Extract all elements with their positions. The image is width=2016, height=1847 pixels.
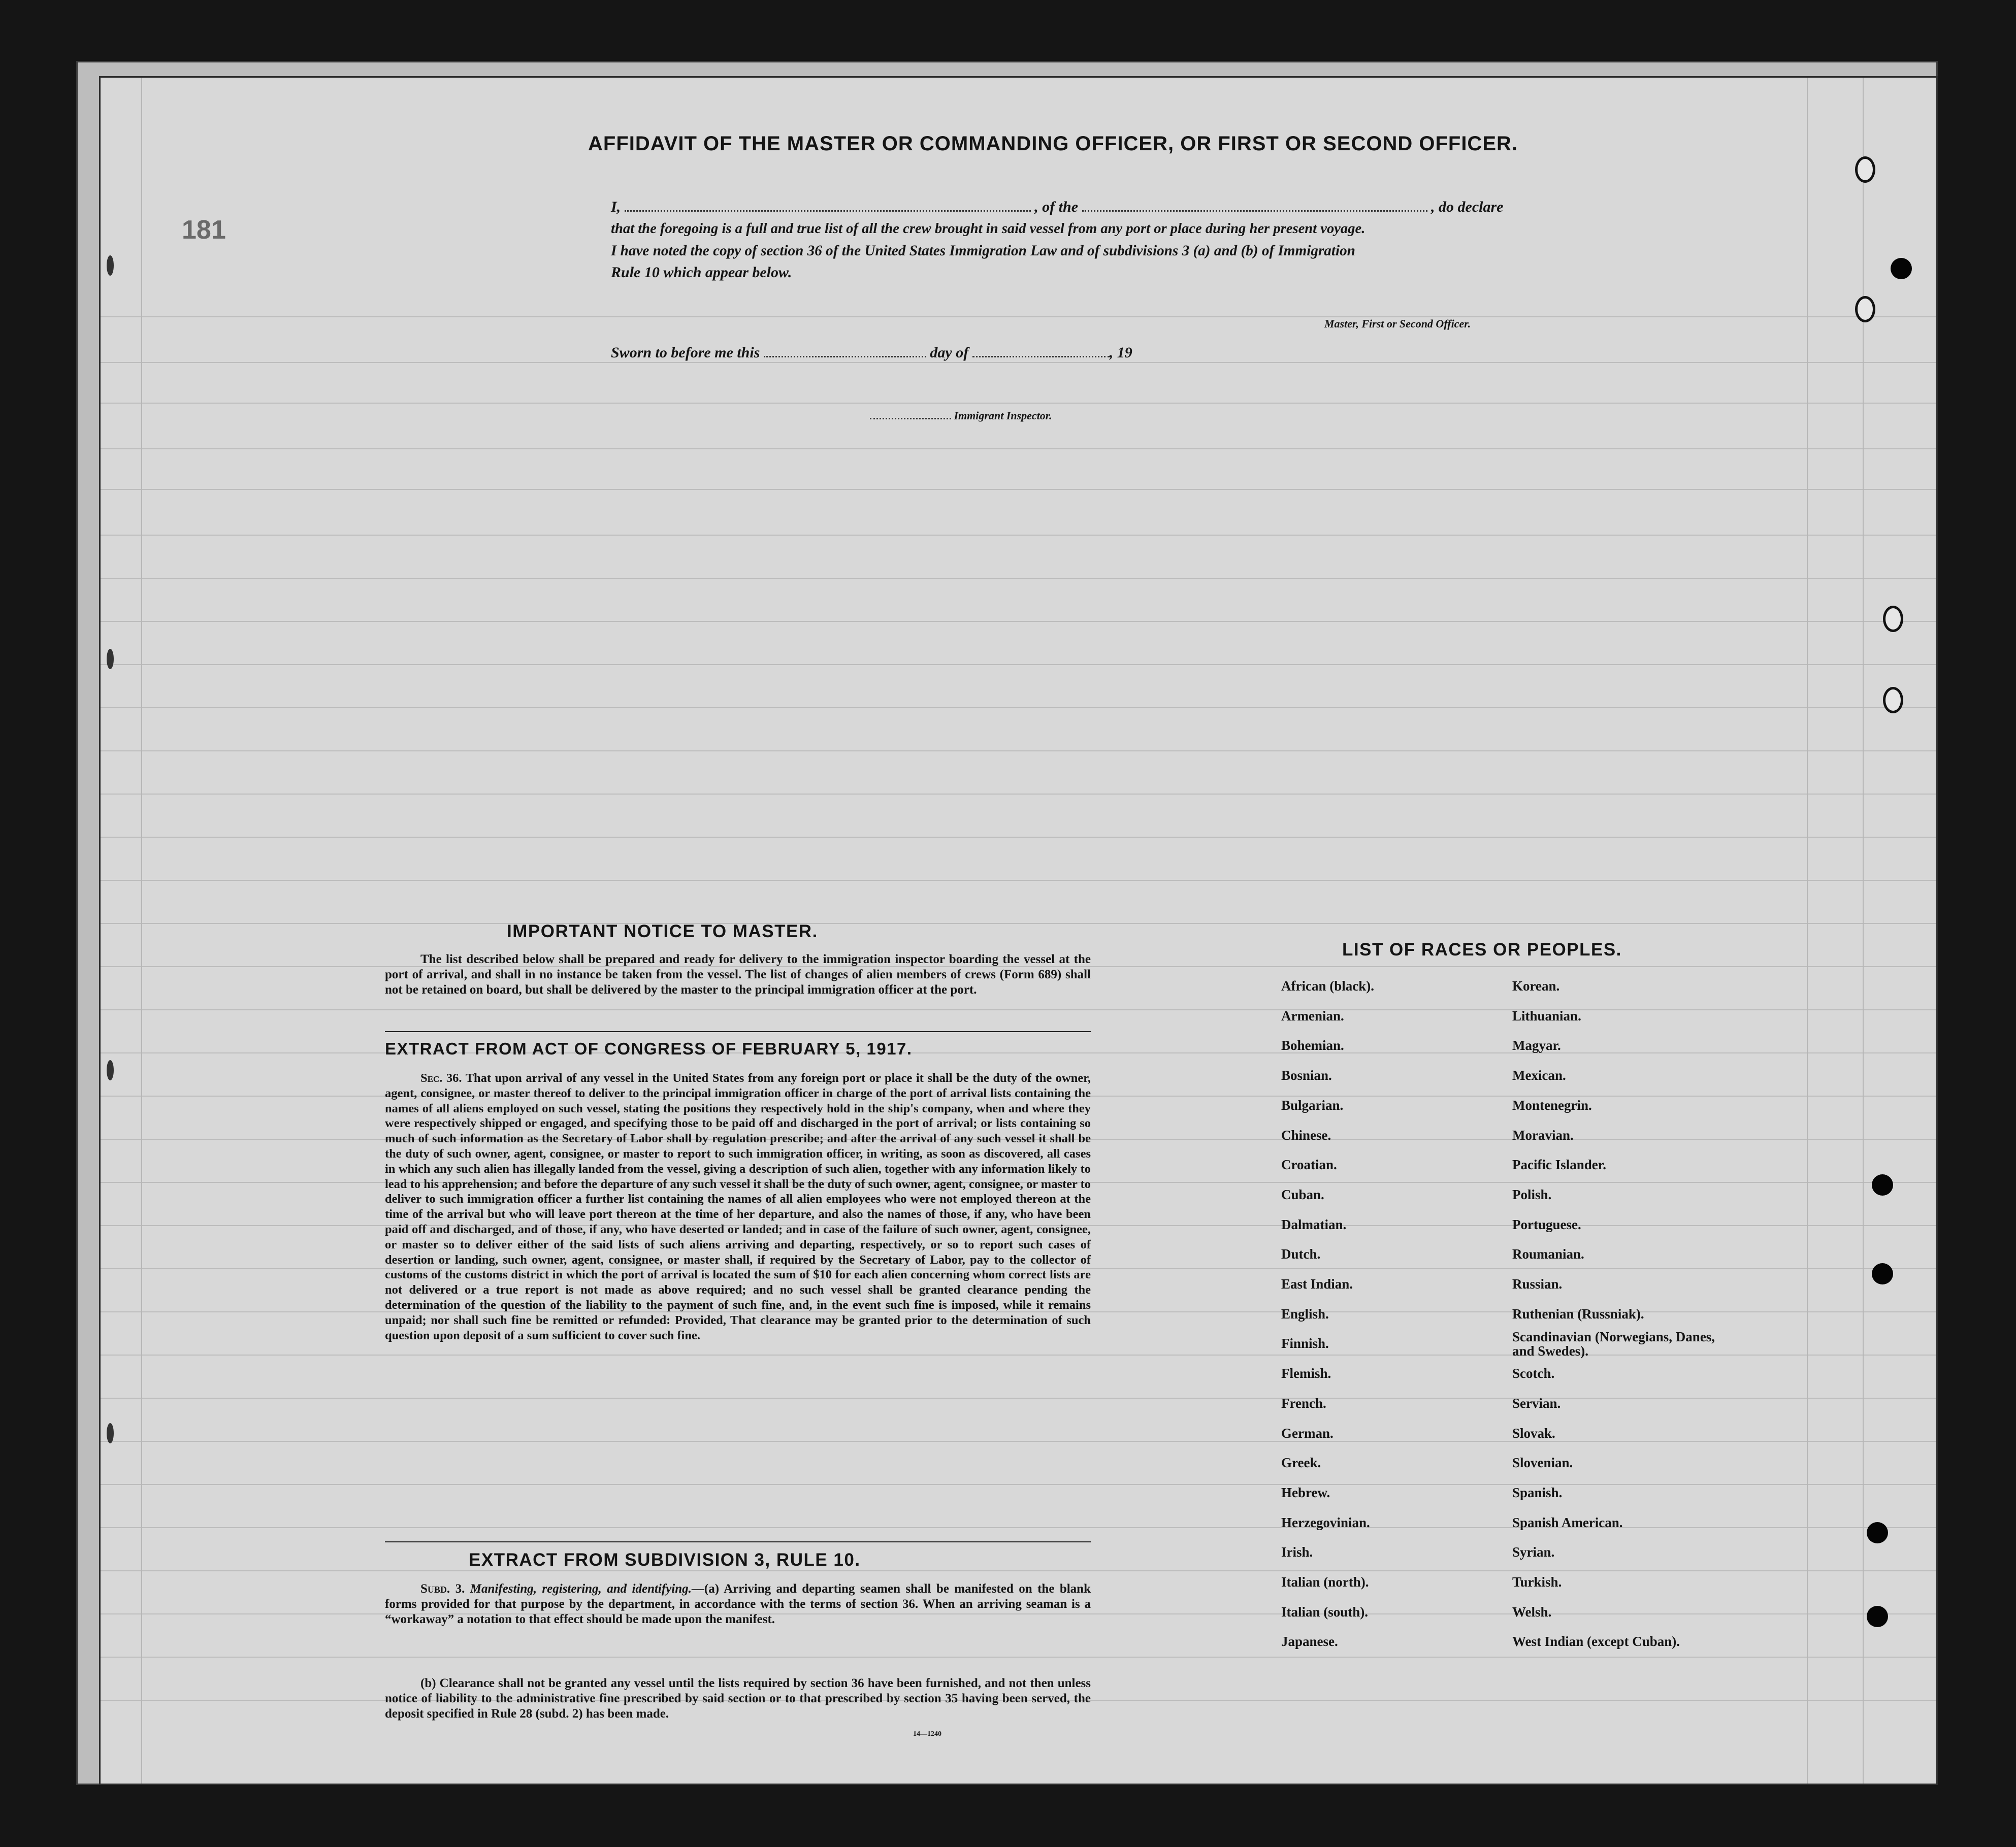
affidavit-line-2: that the foregoing is a full and true list of all the crew brought in said vessel from any port or place during her present voyage. bbox=[611, 221, 1365, 237]
race-item: Scotch. bbox=[1512, 1366, 1555, 1381]
sec-36-label: Sec. 36. bbox=[420, 1071, 462, 1085]
race-item: Magyar. bbox=[1512, 1038, 1561, 1053]
punch-hole bbox=[1872, 1174, 1893, 1196]
affidavit-line-1 bbox=[611, 197, 1503, 217]
race-item: Armenian. bbox=[1281, 1008, 1344, 1024]
race-item: Slovak. bbox=[1512, 1425, 1555, 1441]
race-item: Moravian. bbox=[1512, 1127, 1574, 1143]
binding-mark bbox=[107, 255, 114, 276]
race-item: Turkish. bbox=[1512, 1574, 1562, 1590]
race-item: African (black). bbox=[1281, 978, 1374, 994]
race-item: Croatian. bbox=[1281, 1157, 1337, 1173]
punch-hole bbox=[1872, 1263, 1893, 1284]
binding-mark bbox=[107, 1423, 114, 1443]
race-item: Ruthenian (Russniak). bbox=[1512, 1306, 1644, 1322]
race-item: English. bbox=[1281, 1306, 1329, 1322]
race-item: Roumanian. bbox=[1512, 1246, 1584, 1262]
race-item: Spanish American. bbox=[1512, 1514, 1623, 1530]
race-item: Servian. bbox=[1512, 1395, 1561, 1411]
race-item: Montenegrin. bbox=[1512, 1097, 1592, 1113]
binding-mark bbox=[107, 649, 114, 669]
notice-divider bbox=[385, 1031, 1091, 1032]
race-item: Scandinavian (Norwegians, Danes, and Swedes). bbox=[1512, 1329, 1715, 1359]
race-item: Cuban. bbox=[1281, 1186, 1324, 1202]
race-item: East Indian. bbox=[1281, 1276, 1353, 1292]
year-label: , 19 bbox=[1109, 344, 1132, 361]
race-item: Flemish. bbox=[1281, 1366, 1331, 1381]
race-item: Finnish. bbox=[1281, 1336, 1329, 1351]
notice-title: IMPORTANT NOTICE TO MASTER. bbox=[507, 921, 818, 941]
extract-act-title: EXTRACT FROM ACT OF CONGRESS OF FEBRUARY 5, 1917. bbox=[385, 1039, 913, 1058]
race-item: Herzegovinian. bbox=[1281, 1514, 1370, 1530]
race-item: Bulgarian. bbox=[1281, 1097, 1344, 1113]
race-item: Polish. bbox=[1512, 1186, 1552, 1202]
extract-rule-text-a bbox=[385, 1581, 1091, 1627]
race-item: Japanese. bbox=[1281, 1634, 1338, 1650]
race-item: French. bbox=[1281, 1395, 1326, 1411]
extract-rule-title: EXTRACT FROM SUBDIVISION 3, RULE 10. bbox=[469, 1550, 861, 1570]
sec-36-body: That upon arrival of any vessel in the United States from any foreign port or place it shall be the duty of the owner, agent, consignee, or master thereof to deliver to the principal immigration officer in charge of the port of arrival lists containing the names of all aliens employed on such vessel, stating the positions they respectively hold in the ship's company, when and where they were respectively shipped or engaged, and specifying those to be paid off and discharged in the port of arrival; or lists containing so much of such information as the Secretary of Labor shall by regulation prescribe; and after the arrival of any such vessel it shall be the duty of such owner, agent, consignee, or master to report to such immigration officer, in writing, as soon as discovered, all cases in which any such alien has illegally landed from the vessel, giving a description of such alien, together with any information likely to lead to his apprehension; and before the departure of any such vessel it shall be the duty of such owner, agent, consignee, or master to deliver to such immigration officer a further list containing the names of all alien employees who were not employed thereon at the time of the arrival but who will leave port thereon at the time of her departure, and also the names of those, if any, who have been paid off and discharged, and of those, if any, who have deserted or landed; and in case of the failure of such owner, agent, consignee, or master so to deliver either of the said lists of such aliens arriving and departing, respectively, or so to report such cases of desertion or landing, such owner, agent, consignee, or master shall, if required by the Secretary of Labor, pay to the collector of customs of the customs district in which the port of arrival is located the sum of $10 for each alien concerning whom correct lists are not delivered or a true report is not made as above required; and no such vessel shall be granted clearance pending the determination of the question of the liability to the payment of such fine, and, in the event such fine is imposed, while it remains unpaid; nor shall such fine be remitted or refunded: Provided, That clearance may be granted prior to the determination of such question upon deposit of a sum sufficient to cover such fine. bbox=[385, 1071, 1091, 1342]
affidavit-line-3: I have noted the copy of section 36 of the United States Immigration Law and of subdivisions 3 (a) and (b) of Immigration bbox=[611, 243, 1355, 259]
affidavit-line-4: Rule 10 which appear below. bbox=[611, 264, 792, 281]
inspector-line bbox=[870, 407, 1052, 422]
race-item: Bohemian. bbox=[1281, 1038, 1344, 1053]
race-item: Italian (north). bbox=[1281, 1574, 1369, 1590]
race-item: Dalmatian. bbox=[1281, 1216, 1347, 1232]
race-item: Pacific Islander. bbox=[1512, 1157, 1606, 1173]
sworn-line bbox=[611, 343, 1132, 363]
sworn-label: Sworn to before me this bbox=[611, 344, 760, 361]
punch-hole bbox=[1867, 1606, 1888, 1627]
master-signature-label: Master, First or Second Officer. bbox=[1324, 317, 1471, 330]
race-item: Dutch. bbox=[1281, 1246, 1321, 1262]
form-number: 14—1240 bbox=[913, 1730, 941, 1738]
race-item: Korean. bbox=[1512, 978, 1560, 994]
punch-hole bbox=[1855, 296, 1875, 322]
subd-a-text: —(a) Arriving and departing seamen shall be manifested on the blank forms provided for that purpose by the department, in accordance with the terms of section 36. When an arriving seaman is a “workaway” a notation to that effect should be made upon the manifest. bbox=[385, 1582, 1091, 1626]
race-item: German. bbox=[1281, 1425, 1334, 1441]
binding-mark bbox=[107, 1060, 114, 1080]
race-item: Greek. bbox=[1281, 1455, 1321, 1471]
races-left-column bbox=[1281, 971, 1374, 1657]
race-item: Chinese. bbox=[1281, 1127, 1331, 1143]
margin-number: 181 bbox=[182, 215, 226, 245]
subd-label: Subd. 3. bbox=[420, 1582, 465, 1596]
race-item: West Indian (except Cuban). bbox=[1512, 1634, 1680, 1650]
affidavit-of-the: , of the bbox=[1034, 199, 1079, 215]
punch-hole bbox=[1891, 258, 1912, 279]
race-item: Spanish. bbox=[1512, 1485, 1563, 1500]
race-item: Lithuanian. bbox=[1512, 1008, 1581, 1024]
notice-body: The list described below shall be prepared and ready for delivery to the immigration inspector boarding the vessel at the port of arrival, and shall in no instance be taken from the vessel. The list of changes of alien members of crews (Form 689) shall not be retained on board, but shall be delivered by the master to the principal immigration officer at the port. bbox=[385, 952, 1091, 997]
race-item: Welsh. bbox=[1512, 1604, 1552, 1620]
race-item: Syrian. bbox=[1512, 1544, 1555, 1560]
race-item: Slovenian. bbox=[1512, 1455, 1573, 1471]
race-item: Portuguese. bbox=[1512, 1216, 1581, 1232]
manifest-page bbox=[99, 76, 1938, 1785]
race-item: Mexican. bbox=[1512, 1068, 1566, 1083]
race-item: Irish. bbox=[1281, 1544, 1313, 1560]
subd-heading: Manifesting, registering, and identifying. bbox=[470, 1582, 692, 1596]
races-title: LIST OF RACES OR PEOPLES. bbox=[1342, 940, 1622, 960]
notice-text bbox=[385, 952, 1091, 998]
extract-rule-text-b bbox=[385, 1676, 1091, 1722]
punch-hole bbox=[1883, 687, 1903, 713]
race-item: Hebrew. bbox=[1281, 1485, 1330, 1500]
race-item: Italian (south). bbox=[1281, 1604, 1369, 1620]
affidavit-title: AFFIDAVIT OF THE MASTER OR COMMANDING OFFICER, OR FIRST OR SECOND OFFICER. bbox=[588, 133, 1518, 155]
races-right-column bbox=[1512, 971, 1726, 1657]
race-item: Russian. bbox=[1512, 1276, 1563, 1292]
affidavit-i: I, bbox=[611, 199, 621, 215]
subd-b-text: (b) Clearance shall not be granted any vessel until the lists required by section 36 have been furnished, and not then unless notice of liability to the administrative fine prescribed by said section or to that prescribed by section 35 having been served, the deposit specified in Rule 28 (subd. 2) has been made. bbox=[385, 1676, 1091, 1721]
punch-hole bbox=[1867, 1522, 1888, 1543]
inspector-label: Immigrant Inspector. bbox=[954, 409, 1052, 422]
punch-hole bbox=[1883, 606, 1903, 632]
affidavit-declare: , do declare bbox=[1431, 199, 1504, 215]
day-of-label: day of bbox=[930, 344, 969, 361]
race-item: Bosnian. bbox=[1281, 1068, 1332, 1083]
extract-act-text bbox=[385, 1071, 1091, 1343]
act-divider bbox=[385, 1541, 1091, 1542]
punch-hole bbox=[1855, 156, 1875, 183]
